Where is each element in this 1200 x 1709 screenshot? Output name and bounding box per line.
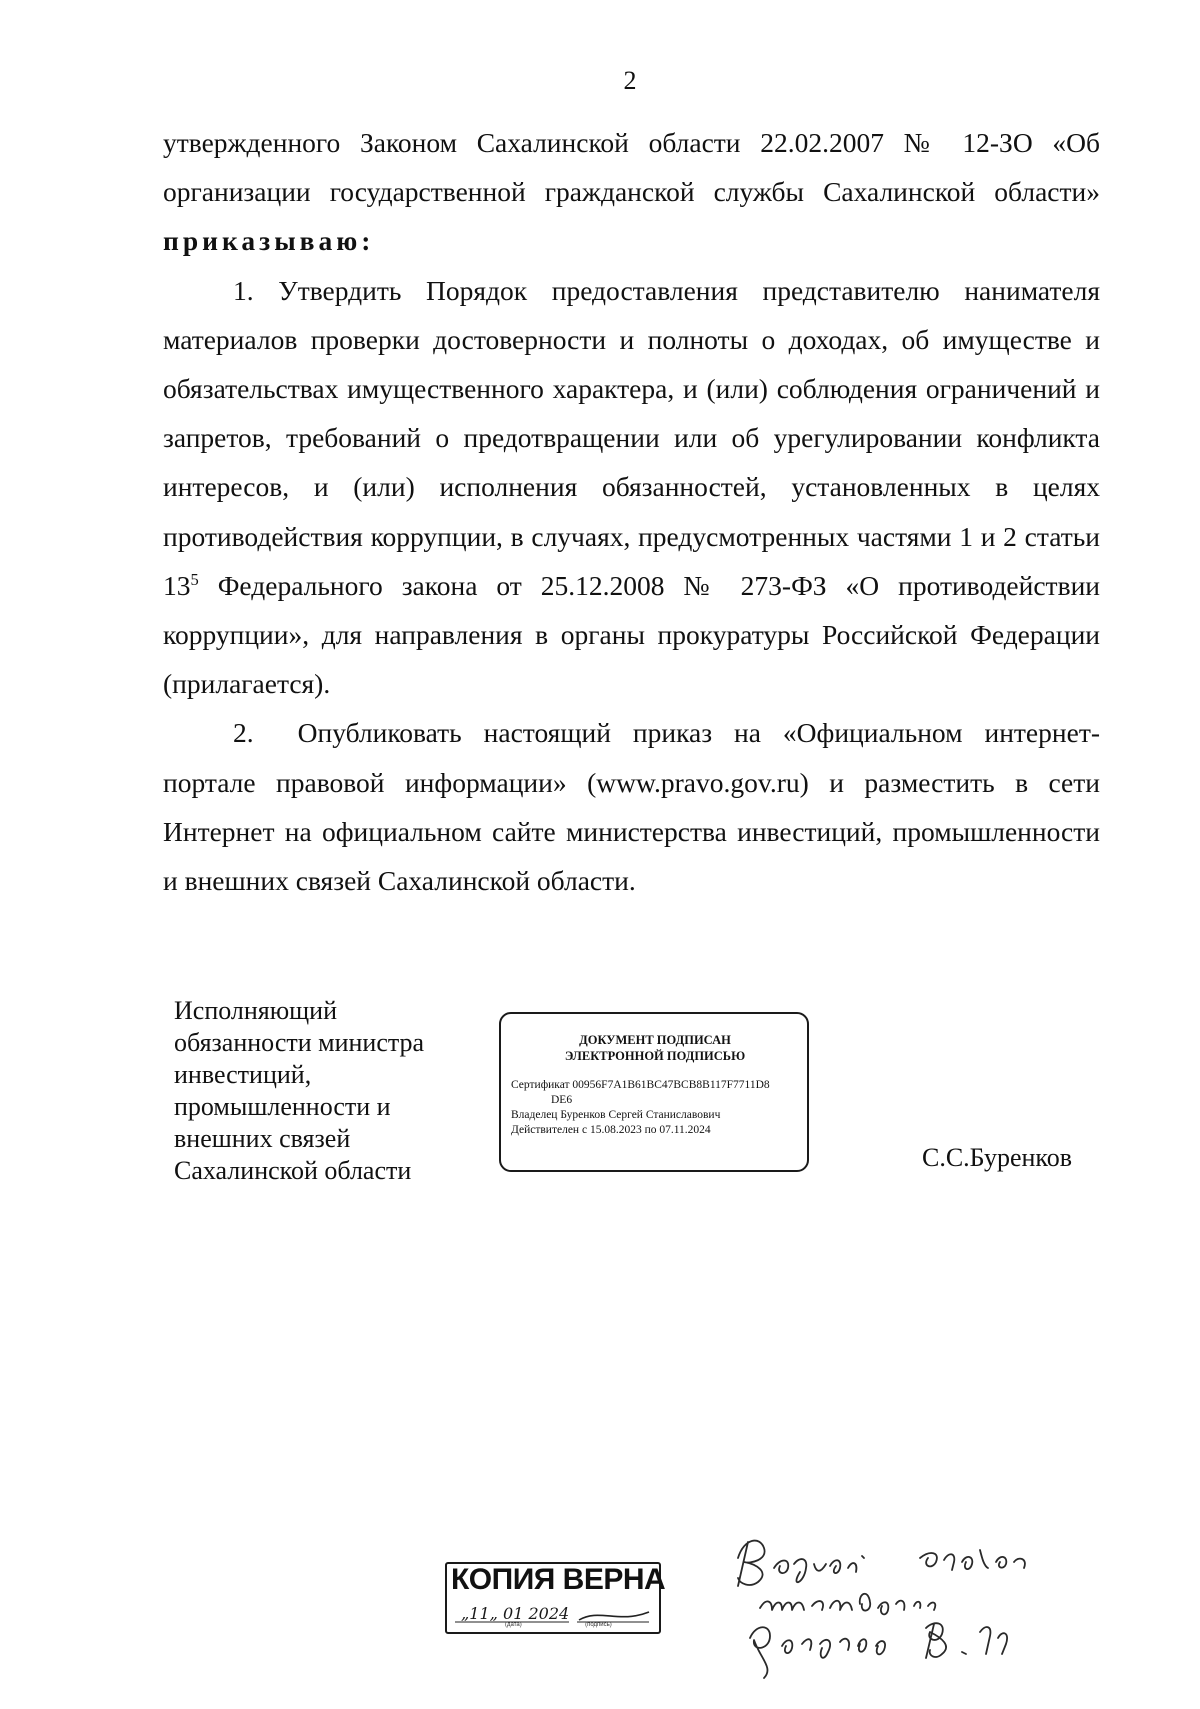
item-1-number: 1. — [233, 274, 254, 306]
esign-validity: Действителен с 15.08.2023 по 07.11.2024 — [511, 1124, 711, 1136]
document-body — [163, 118, 1100, 905]
stamp-captions — [505, 1622, 612, 1628]
stamp-caption-date: (дата) — [505, 1622, 522, 1628]
page-number: 2 — [623, 66, 637, 95]
signatory-title — [174, 995, 474, 1187]
stamp-caption-signature: (подпись) — [585, 1622, 612, 1628]
item-1-paragraph — [163, 266, 1100, 709]
electronic-signature-box — [499, 1012, 809, 1172]
signatory-title-line: промышленности и — [174, 1092, 391, 1121]
esign-certificate — [511, 1078, 799, 1108]
signatory-title-line: инвестиций, — [174, 1060, 312, 1089]
signatory-title-line: Сахалинской области — [174, 1156, 412, 1185]
esign-certificate-number: Сертификат 00956F7A1B61BC47BCB8B117F7711D8 — [511, 1079, 770, 1091]
stamp-date: „11„ 01 2024 — [461, 1604, 570, 1623]
signer-name: С.С.Буренков — [922, 1143, 1073, 1172]
esign-header-line: ЭЛЕКТРОННОЙ ПОДПИСЬЮ — [564, 1049, 746, 1063]
signatory-title-line: внешних связей — [174, 1124, 351, 1153]
item-2-number: 2. — [233, 717, 254, 749]
esign-header-line: ДОКУМЕНТ ПОДПИСАН — [579, 1033, 731, 1047]
item-1-text-part1: Утвердить Порядок предоставления представителю нанимателя материалов проверки достоверности и полноты о доходах, об имуществе и обязательствах имущественного характера, и (или) соблюдения ограничений и запретов, требований о предотвращении или об урегулировании конфликта интересов, и (или) исполнения обязанностей, установленных в целях противодействия коррупции, в случаях, предусмотренных частями 1 и 2 статьи 13 — [163, 274, 1100, 601]
handwritten-certification-note — [730, 1528, 1190, 1688]
item-2-paragraph — [163, 708, 1100, 905]
intro-text: утвержденного Законом Сахалинской области 22.02.2007 № 12-ЗО «Об организации государственной гражданской службы Сахалинской области» — [163, 127, 1100, 208]
esign-certificate-tail: DE6 — [551, 1094, 573, 1106]
copy-certified-stamp — [445, 1562, 666, 1634]
esign-header — [511, 1032, 799, 1064]
order-word: приказываю: — [163, 225, 375, 257]
esign-owner: Владелец Буренков Сергей Станиславович — [511, 1109, 721, 1121]
item-1-superscript: 5 — [190, 569, 199, 589]
signatory-title-line: Исполняющий — [174, 996, 338, 1025]
stamp-title: КОПИЯ ВЕРНА — [451, 1563, 666, 1596]
intro-paragraph — [163, 118, 1100, 266]
item-1-text-part2: Федерального закона от 25.12.2008 № 273-ФЗ «О противодействии коррупции», для направления в органы прокуратуры Российской Федерации (прилагается). — [163, 569, 1100, 700]
signatory-title-line: обязанности министра — [174, 1028, 425, 1057]
item-2-text: Опубликовать настоящий приказ на «Официальном интернет-портале правовой информации» (www.pravo.gov.ru) и разместить в сети Интернет на официальном сайте министерства инвестиций, промышленности и внешних связей Сахалинской области. — [163, 717, 1100, 897]
